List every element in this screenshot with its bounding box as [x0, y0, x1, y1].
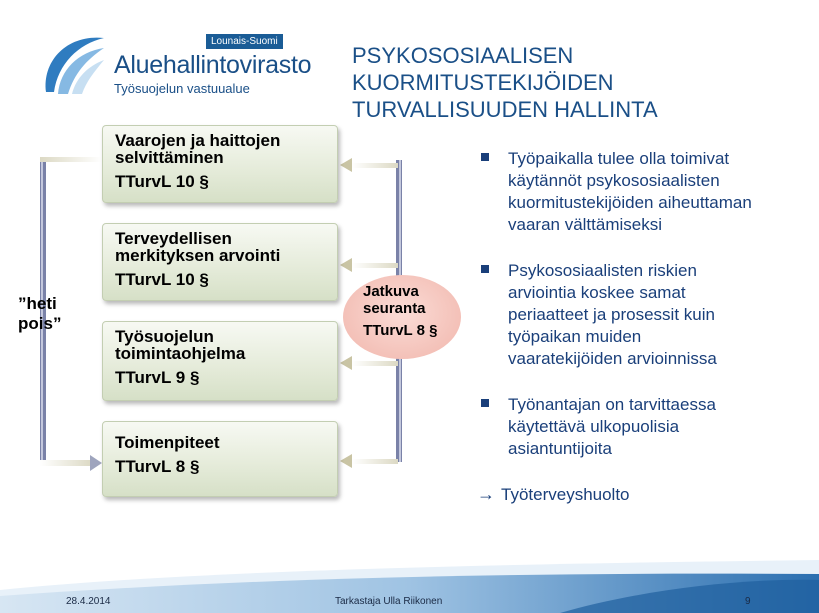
bullet-text-line: vaaran välttämiseksi [508, 215, 663, 234]
bullet-text-line: periaatteet ja prosessit kuin [508, 305, 715, 324]
right-arrow-icon: → [477, 484, 495, 504]
bullet-text-line: arviointia koskee samat [508, 283, 686, 302]
bullet-item [477, 148, 817, 236]
bullet-text-line: käytettävä ulkopuolisia [508, 417, 680, 436]
process-box-selvittaminen [102, 125, 338, 203]
logo-subtitle: Työsuojelun vastuualue [114, 81, 250, 96]
right-arrow-head-3 [340, 356, 352, 370]
right-arm-3 [352, 361, 398, 366]
bullet-text-line: asiantuntijoita [508, 439, 612, 458]
jatkuva-line: Jatkuva [363, 283, 419, 300]
left-arrow-head [90, 455, 102, 471]
bullet-list [477, 148, 817, 484]
arrow-item-text: Työterveyshuolto [501, 485, 630, 504]
title-line: TURVALLISUUDEN HALLINTA [352, 97, 658, 122]
left-bottom-arm [40, 460, 92, 466]
box-heading-line: selvittäminen [115, 148, 224, 167]
box-heading-line: Työsuojelun [115, 327, 214, 346]
bullet-text-line: Psykososiaalisten riskien [508, 261, 697, 280]
right-arrow-head-1 [340, 158, 352, 172]
jatkuva-seuranta-oval [343, 275, 461, 359]
box-heading-line: merkityksen arvointi [115, 246, 281, 265]
footer-author: Tarkastaja Ulla Riikonen [335, 596, 443, 607]
bullet-text-line: kuormitustekijöiden aiheuttaman [508, 193, 752, 212]
box-heading-line: Terveydellisen [115, 229, 232, 248]
heti-line: ”heti [18, 294, 57, 313]
logo-name: Aluehallintovirasto [114, 51, 312, 79]
footer-date: 28.4.2014 [66, 596, 111, 607]
box-law-reference: TTurvL 9 § [115, 368, 200, 387]
bullet-text-line: Työpaikalla tulee olla toimivat [508, 149, 730, 168]
jatkuva-law-reference: TTurvL 8 § [363, 322, 438, 339]
box-heading-line: toimintaohjelma [115, 344, 246, 363]
title-line: KUORMITUSTEKIJÖIDEN [352, 70, 614, 95]
right-arrow-head-4 [340, 454, 352, 468]
footer-page-number: 9 [745, 596, 751, 607]
right-arm-2 [352, 263, 398, 268]
bullet-text-line: vaaratekijöiden arvioinnissa [508, 349, 717, 368]
box-law-reference: TTurvL 10 § [115, 270, 209, 289]
bullet-text-line: Työnantajan on tarvittaessa [508, 395, 716, 414]
square-bullet-icon [481, 153, 489, 161]
right-arm-1 [352, 163, 398, 168]
bullet-item [477, 394, 817, 460]
square-bullet-icon [481, 265, 489, 273]
process-box-toimenpiteet [102, 421, 338, 497]
box-law-reference: TTurvL 10 § [115, 172, 209, 191]
logo-region-badge: Lounais-Suomi [206, 34, 283, 49]
title-line: PSYKOSOSIAALISEN [352, 43, 574, 68]
process-box-toimintaohjelma [102, 321, 338, 401]
left-top-arm [40, 157, 102, 162]
bullet-text-line: käytännöt psykososiaalisten [508, 171, 720, 190]
box-heading-line: Vaarojen ja haittojen [115, 131, 281, 150]
heti-line: pois” [18, 314, 62, 333]
heti-pois-label [18, 294, 61, 334]
arrow-item [477, 484, 630, 505]
box-law-reference: TTurvL 8 § [115, 457, 200, 476]
bullet-item [477, 260, 817, 370]
bullet-text-line: työpaikan muiden [508, 327, 642, 346]
box-heading-line: Toimenpiteet [115, 433, 220, 452]
jatkuva-line: seuranta [363, 300, 426, 317]
right-arrow-head-2 [340, 258, 352, 272]
right-arm-4 [352, 459, 398, 464]
process-box-arvointi [102, 223, 338, 301]
square-bullet-icon [481, 399, 489, 407]
